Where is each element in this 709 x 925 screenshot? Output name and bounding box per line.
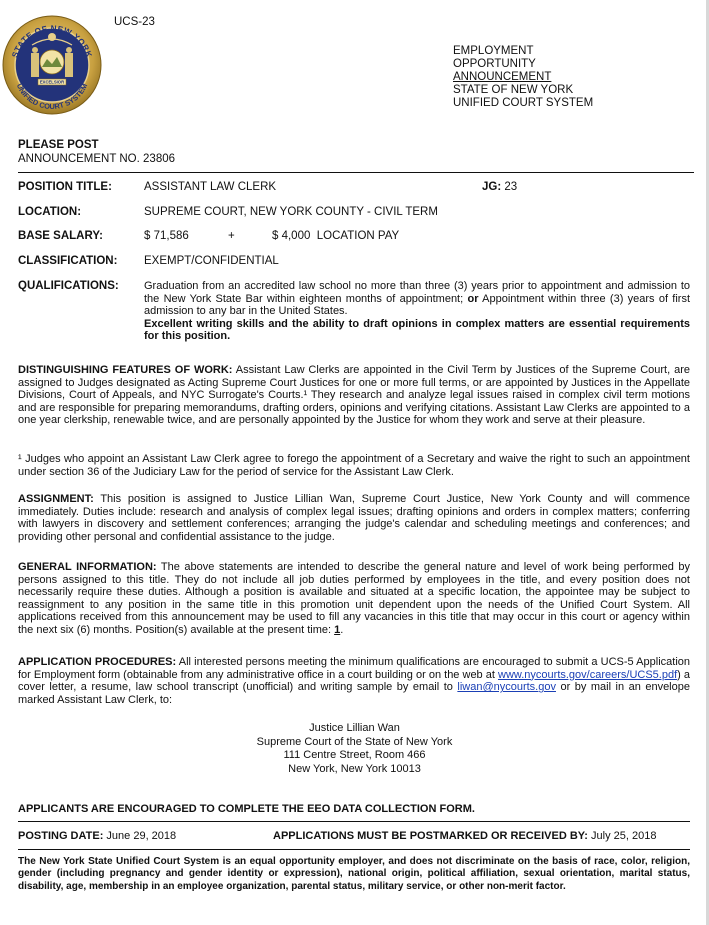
position-title-label: POSITION TITLE: [18, 181, 112, 193]
please-post: PLEASE POST [18, 139, 99, 151]
positions-available: 1 [334, 623, 341, 636]
announcement-number-value: 23806 [143, 153, 176, 165]
seal-text-bottom: UNIFIED COURT SYSTEM [14, 81, 90, 112]
classification-label: CLASSIFICATION: [18, 255, 118, 267]
posting-date [18, 830, 176, 842]
ucs5-form-link[interactable]: www.nycourts.gov/careers/UCS5.pdf [498, 668, 678, 681]
job-grade-value: 23 [504, 181, 518, 193]
general-information: GENERAL INFORMATION: The above statements are intended to describe the general nature and level of work being performed by persons assigned to this title. They do not include all job duties performed by employees in the title, and every position does not necessarily require these duties. Although a position is available and situated at a specific location, the appointee may be subject to reassignment to any position in the same title in this promotion unit dependent upon the needs of the Unified Court System. All applications received from this announcement may be used to fill any vacancies in this title that may occur in this court or agency within the next six (6) months. Position(s) available at the present time: 1. [18, 561, 691, 636]
distinguishing-features: DISTINGUISHING FEATURES OF WORK: Assistant Law Clerks are appointed in the Civil Term by Justices of the Supreme Court, are assigned to Judges designated as Acting Supreme Court Justices for one or more full terms, or are appointed by Justices in the Appellate Divisions, Court of Appeals, and NYC Surrogate's Courts.¹ They research and analyze legal issues raised in complex civil term motions and are responsible for preparing memorandums, drafting orders, opinions and verifying citations. Assistant Law Clerks are appointed to a one year clerkship, renewable twice, and are personally appointed by the Justice for whom they work and serve at their pleasure. [18, 364, 691, 427]
application-deadline-label: APPLICATIONS MUST BE POSTMARKED OR RECEIVED BY: [273, 830, 588, 842]
eeo-notice: APPLICANTS ARE ENCOURAGED TO COMPLETE THE EEO DATA COLLECTION FORM. [18, 803, 475, 815]
address-line: New York, New York 10013 [288, 762, 421, 775]
position-title-value: ASSISTANT LAW CLERK [144, 181, 277, 193]
address-line: 111 Centre Street, Room 466 [283, 749, 426, 761]
application-procedures-label: APPLICATION PROCEDURES: [18, 656, 177, 668]
posting-date-label: POSTING DATE: [18, 830, 104, 842]
form-code: UCS-23 [114, 16, 155, 28]
distinguishing-label: DISTINGUISHING FEATURES OF WORK: [18, 364, 233, 376]
seal-text-top: STATE OF NEW YORK [10, 23, 94, 59]
location-value: SUPREME COURT, NEW YORK COUNTY - CIVIL TERM [144, 206, 438, 218]
title-line: ANNOUNCEMENT [453, 71, 552, 83]
qualifications-text: Graduation from an accredited law school no more than three (3) years prior to appointment and admission to the New York State Bar within eighteen months of appointment; or Appointment within three (3) years of first admission to any bar in the United States. Excellent writing skills and the ability to draft opinions in complex matters are essential requirements for this position. [144, 280, 690, 343]
title-line: EMPLOYMENT [453, 45, 534, 57]
job-grade-label: JG: [482, 181, 502, 193]
announcement-number [18, 153, 175, 165]
salary-plus: + [228, 230, 235, 242]
application-deadline [273, 830, 656, 842]
court-system-seal [2, 15, 102, 115]
equal-opportunity-statement: The New York State Unified Court System is an equal opportunity employer, and does not discriminate on the basis of race, color, religion, gender (including pregnancy and gender identity or expression), national origin, political affiliation, sexual orientation, marital status, disability, age, membership in an employee organization, parental status, military service, or other non-merit factor. [18, 856, 690, 892]
divider [18, 849, 690, 850]
application-procedures: APPLICATION PROCEDURES: All interested persons meeting the minimum qualifications are encouraged to submit a UCS-5 Application for Employment form (obtainable from any administrative office in a court building or on the web at www.nycourts.gov/careers/UCS5.pdf) a cover letter, a resume, law school transcript (unofficial) and writing sample by email to liwan@nycourts.gov or by mail in an envelope marked Assistant Law Clerk, to: [18, 656, 691, 706]
title-line: UNIFIED COURT SYSTEM [453, 97, 594, 109]
title-line: OPPORTUNITY [453, 58, 536, 70]
assignment-label: ASSIGNMENT: [18, 493, 94, 505]
location-pay: $ 4,000 LOCATION PAY [272, 230, 400, 242]
email-link[interactable]: liwan@nycourts.gov [457, 681, 556, 694]
application-deadline-value: July 25, 2018 [591, 830, 657, 842]
location-label: LOCATION: [18, 206, 82, 218]
footnote-mark: ¹ [18, 453, 22, 465]
posting-date-value: June 29, 2018 [106, 830, 177, 842]
base-salary-value: $ 71,586 [144, 230, 189, 242]
divider [18, 172, 694, 173]
seal-ribbon: EXCELSIOR [39, 79, 65, 85]
footnote: ¹ Judges who appoint an Assistant Law Clerk agree to forego the appointment of a Secretary and waive the right to such an appointment under section 36 of the Judiciary Law for the period of service for the Assistant Law Clerk. [18, 453, 690, 478]
mailing-address [0, 722, 709, 776]
announcement-number-label: ANNOUNCEMENT NO. [18, 153, 140, 165]
title-line: STATE OF NEW YORK [453, 84, 574, 96]
address-line: Supreme Court of the State of New York [256, 735, 453, 748]
job-grade [482, 181, 517, 193]
classification-value: EXEMPT/CONFIDENTIAL [144, 255, 279, 267]
qualifications-requirement: Excellent writing skills and the ability to draft opinions in complex matters are essential requirements for this position. [144, 317, 690, 343]
assignment-section: ASSIGNMENT: This position is assigned to Justice Lillian Wan, Supreme Court Justice, New York County and will commence immediately. Duties include: research and analysis of complex legal issues; drafting opinions and orders in complex matters; conferring with lawyers in discovery and settlement conferences; arranging the judge's calendar and scheduling meetings and conferences; and providing other personal and confidential assistance to the judge. [18, 493, 691, 543]
address-line: Justice Lillian Wan [309, 722, 400, 734]
base-salary-label: BASE SALARY: [18, 230, 103, 242]
divider [18, 821, 690, 822]
employment-announcement-title [453, 45, 593, 110]
general-information-label: GENERAL INFORMATION: [18, 561, 157, 573]
qualifications-label: QUALIFICATIONS: [18, 280, 119, 292]
